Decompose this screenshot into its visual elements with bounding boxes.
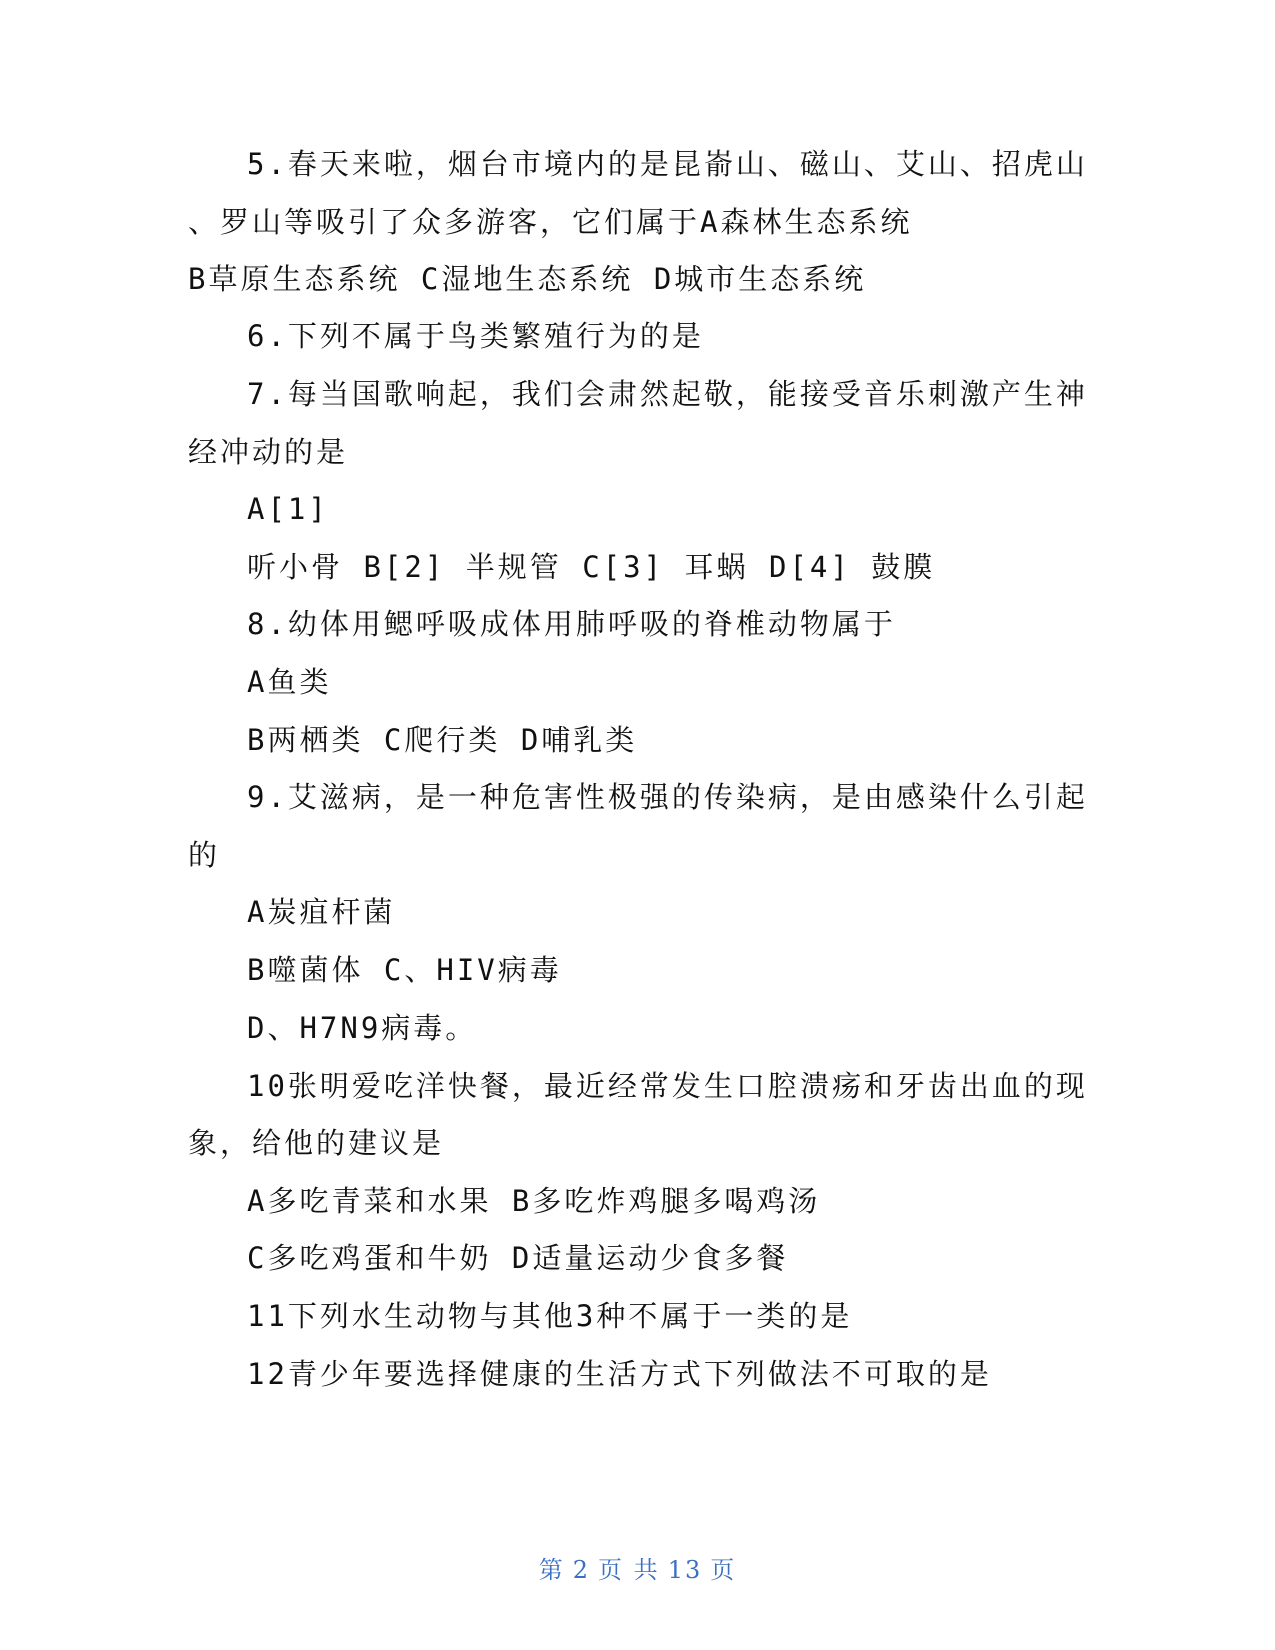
- text-line: 7.每当国歌响起，我们会肃然起敬，能接受音乐刺激产生神: [247, 377, 1088, 411]
- text-line: A[1]: [247, 492, 329, 526]
- footer-middle: 页 共: [598, 1556, 660, 1584]
- text-line: 5.春天来啦，烟台市境内的是昆嵛山、磁山、艾山、招虎山: [247, 147, 1088, 181]
- text-line: 6.下列不属于鸟类繁殖行为的是: [247, 319, 704, 353]
- text-line: B两栖类 C爬行类 D哺乳类: [247, 723, 638, 757]
- text-line: 12青少年要选择健康的生活方式下列做法不可取的是: [247, 1357, 992, 1391]
- text-line: A多吃青菜和水果 B多吃炸鸡腿多喝鸡汤: [247, 1184, 821, 1218]
- text-line: 听小骨 B[2] 半规管 C[3] 耳蜗 D[4] 鼓膜: [247, 550, 936, 584]
- text-line: 象，给他的建议是: [188, 1126, 445, 1160]
- text-line: B草原生态系统 C湿地生态系统 D城市生态系统: [188, 262, 867, 296]
- text-line: 11下列水生动物与其他3种不属于一类的是: [247, 1299, 853, 1333]
- text-line: C多吃鸡蛋和牛奶 D适量运动少食多餐: [247, 1241, 789, 1275]
- footer-total-pages: 13: [667, 1556, 703, 1584]
- page-footer: [0, 1550, 1275, 1585]
- text-line: 、罗山等吸引了众多游客，它们属于A森林生态系统: [188, 205, 913, 239]
- footer-current-page: 2: [572, 1556, 591, 1584]
- text-line: 9.艾滋病，是一种危害性极强的传染病，是由感染什么引起: [247, 780, 1088, 814]
- text-line: B噬菌体 C、HIV病毒: [247, 953, 562, 987]
- text-line: A鱼类: [247, 665, 332, 699]
- text-line: D、H7N9病毒。: [247, 1011, 478, 1045]
- text-line: 的: [188, 838, 221, 872]
- text-line: A炭疽杆菌: [247, 895, 396, 929]
- text-line: 8.幼体用鳃呼吸成体用肺呼吸的脊椎动物属于: [247, 607, 896, 641]
- text-line: 10张明爱吃洋快餐，最近经常发生口腔溃疡和牙齿出血的现: [247, 1069, 1088, 1103]
- footer-suffix: 页: [710, 1556, 737, 1584]
- text-line: 经冲动的是: [188, 435, 349, 469]
- footer-prefix: 第: [538, 1556, 565, 1584]
